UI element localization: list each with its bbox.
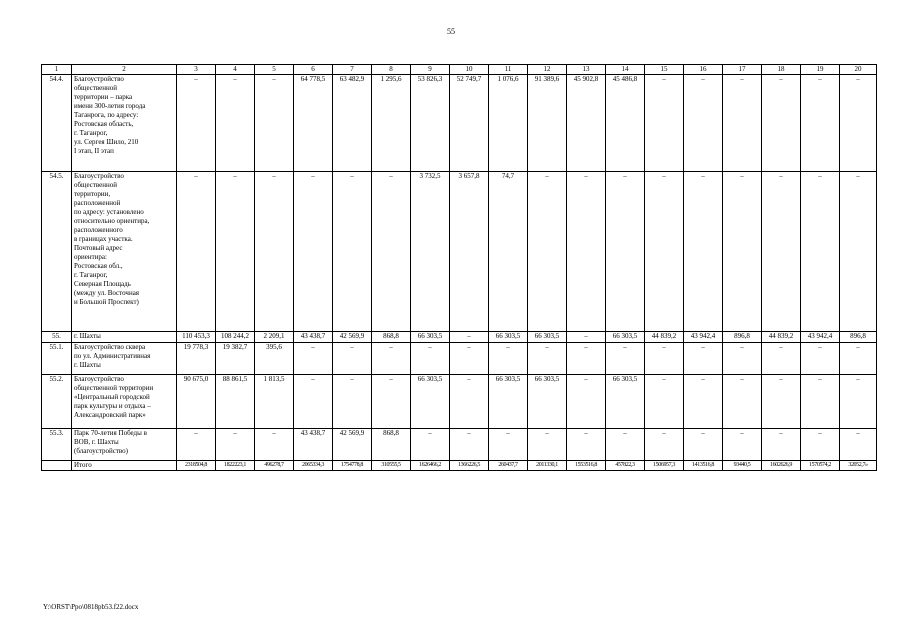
description-line: г. Таганрог, [74,129,108,137]
value-cell: – [216,172,255,332]
column-number: 6 [294,65,333,75]
description-line: Почтовый адрес [74,244,123,252]
total-id-cell [42,461,72,471]
value-cell: – [255,429,294,461]
description-line: территории, [74,190,111,198]
description-line: общественной территории [74,384,154,392]
value-cell: – [684,343,723,375]
total-value-cell: 2011330,1 [528,461,567,471]
value-cell: – [723,375,762,429]
column-number: 7 [333,65,372,75]
description-line: г. Шахты [74,332,101,340]
value-cell: 868,8 [372,332,411,343]
column-number: 10 [450,65,489,75]
value-cell: 66 303,5 [606,332,645,343]
value-cell: – [372,172,411,332]
value-cell: – [450,343,489,375]
value-cell: 19 778,3 [177,343,216,375]
description-line: ул. Сергея Шило, 210 [74,138,139,146]
value-cell: 66 303,5 [411,375,450,429]
value-cell: 88 861,5 [216,375,255,429]
column-number: 11 [489,65,528,75]
value-cell: 66 303,5 [411,332,450,343]
value-cell: – [411,429,450,461]
description-line: «Центральный городской [74,393,150,401]
description-line: (благоустройство) [74,447,129,455]
column-number: 20 [840,65,877,75]
description-line: парк культуры и отдыха – [74,402,151,410]
description-line: Благоустройство сквера [74,343,146,351]
value-cell: 66 303,5 [606,375,645,429]
total-value-cell: 93440,5 [723,461,762,471]
value-cell: – [762,75,801,172]
value-cell: – [372,343,411,375]
value-cell: 43 438,7 [294,429,333,461]
value-cell: – [762,172,801,332]
value-cell: – [450,332,489,343]
row-id: 54.4. [42,75,72,172]
value-cell: – [840,75,877,172]
value-cell: – [606,172,645,332]
column-number-row [42,65,877,75]
value-cell: – [723,75,762,172]
value-cell: – [489,429,528,461]
description-line: Таганрога, по адресу: [74,111,139,119]
value-cell: – [840,172,877,332]
value-cell: 108 244,2 [216,332,255,343]
column-number: 9 [411,65,450,75]
value-cell: – [684,375,723,429]
table-row [42,343,877,375]
row-id: 54.5. [42,172,72,332]
value-cell: – [840,343,877,375]
row-id: 55.2. [42,375,72,429]
value-cell: – [372,375,411,429]
value-cell: 896,8 [840,332,877,343]
total-value-cell: 1754778,8 [333,461,372,471]
row-id: 55.3. [42,429,72,461]
footer-file-path: Y:\ORST\Ppo\0818pb53.f22.docx [43,603,139,611]
column-number: 5 [255,65,294,75]
value-cell: 395,6 [255,343,294,375]
value-cell: – [177,172,216,332]
value-cell: – [450,429,489,461]
value-cell: – [489,343,528,375]
column-number: 18 [762,65,801,75]
value-cell: – [567,343,606,375]
value-cell: – [333,375,372,429]
total-value-cell: 1506957,3 [645,461,684,471]
value-cell: – [255,75,294,172]
description-line: Благоустройство [74,172,124,180]
description-line: расположенного [74,226,123,234]
value-cell: – [762,343,801,375]
value-cell: 44 839,2 [762,332,801,343]
total-value-cell: 2318504,8 [177,461,216,471]
description-line: ВОВ, г. Шахты [74,438,119,446]
column-number: 4 [216,65,255,75]
value-cell: 66 303,5 [528,375,567,429]
value-cell: 43 942,4 [801,332,840,343]
value-cell: 90 675,0 [177,375,216,429]
value-cell: 74,7 [489,172,528,332]
total-value-cell: 457822,3 [606,461,645,471]
column-number: 2 [72,65,177,75]
value-cell: 3 657,8 [450,172,489,332]
description-line: территории – парка [74,93,133,101]
value-cell: – [684,172,723,332]
value-cell: 42 569,9 [333,429,372,461]
description-line: и Большой Проспект) [74,298,139,306]
total-value-cell: 496278,7 [255,461,294,471]
value-cell: 66 303,5 [528,332,567,343]
value-cell: 19 382,7 [216,343,255,375]
budget-table [41,64,877,471]
value-cell: – [801,172,840,332]
value-cell: – [645,343,684,375]
row-description [72,375,177,429]
description-line: имени 300-летия города [74,102,146,110]
value-cell: 66 303,5 [489,332,528,343]
value-cell: 44 839,2 [645,332,684,343]
value-cell: – [177,429,216,461]
value-cell: – [840,429,877,461]
total-value-cell: 2065334,3 [294,461,333,471]
value-cell: 45 486,8 [606,75,645,172]
column-number: 19 [801,65,840,75]
description-line: г. Шахты [74,361,101,369]
total-value-cell: 1602626,9 [762,461,801,471]
value-cell: 53 826,3 [411,75,450,172]
value-cell: – [606,343,645,375]
total-value-cell: 1822223,1 [216,461,255,471]
value-cell: 42 569,9 [333,332,372,343]
column-number: 1 [42,65,72,75]
value-cell: – [333,343,372,375]
value-cell: 896,8 [723,332,762,343]
row-description [72,332,177,343]
total-value-cell: 1553516,8 [567,461,606,471]
description-line: Ростовская область, [74,120,134,128]
value-cell: – [762,375,801,429]
page-number: 55 [447,27,455,36]
value-cell: 64 778,5 [294,75,333,172]
value-cell: – [294,343,333,375]
value-cell: – [411,343,450,375]
value-cell: – [177,75,216,172]
value-cell: – [294,375,333,429]
value-cell: 110 453,3 [177,332,216,343]
table-row [42,375,877,429]
value-cell: – [216,429,255,461]
value-cell: 91 389,6 [528,75,567,172]
total-value-cell: 260437,7 [489,461,528,471]
description-line: (между ул. Восточная [74,289,140,297]
column-number: 12 [528,65,567,75]
value-cell: 1 295,6 [372,75,411,172]
value-cell: 52 749,7 [450,75,489,172]
description-line: г. Таганрог, [74,271,108,279]
value-cell: – [801,375,840,429]
total-value-cell: 310555,5 [372,461,411,471]
value-cell: – [450,375,489,429]
value-cell: – [528,343,567,375]
description-line: I этап, II этап [74,147,114,155]
value-cell: – [567,375,606,429]
table-row [42,332,877,343]
column-number: 3 [177,65,216,75]
value-cell: 1 076,6 [489,75,528,172]
value-cell: – [684,429,723,461]
value-cell: – [606,429,645,461]
row-description [72,75,177,172]
value-cell: – [645,429,684,461]
column-number: 8 [372,65,411,75]
value-cell: 43 942,4 [684,332,723,343]
value-cell: 3 732,5 [411,172,450,332]
total-value-cell: 1570574,2 [801,461,840,471]
value-cell: – [645,75,684,172]
value-cell: – [567,429,606,461]
description-line: по ул. Административная [74,352,151,360]
value-cell: – [567,332,606,343]
value-cell: – [216,75,255,172]
value-cell: – [567,172,606,332]
description-line: Благоустройство [74,375,124,383]
total-value-cell: 32052,7» [840,461,877,471]
value-cell: – [762,429,801,461]
column-number: 15 [645,65,684,75]
description-line: Северная Площадь [74,280,131,288]
description-line: по адресу: установлено [74,208,144,216]
total-value-cell: 1413516,8 [684,461,723,471]
description-line: общественной [74,181,118,189]
row-description [72,429,177,461]
value-cell: – [333,172,372,332]
row-id: 55. [42,332,72,343]
value-cell: – [294,172,333,332]
table-row [42,75,877,172]
description-line: Благоустройство [74,75,124,83]
table-row [42,172,877,332]
value-cell: – [723,172,762,332]
value-cell: 43 438,7 [294,332,333,343]
row-description [72,172,177,332]
description-line: в границах участка. [74,235,133,243]
table-row [42,429,877,461]
value-cell: 868,8 [372,429,411,461]
column-number: 16 [684,65,723,75]
total-value-cell: 1366226,5 [450,461,489,471]
total-row [42,461,877,471]
value-cell: – [645,375,684,429]
column-number: 14 [606,65,645,75]
description-line: относительно ориентира, [74,217,150,225]
value-cell: – [684,75,723,172]
row-id: 55.1. [42,343,72,375]
value-cell: – [801,429,840,461]
value-cell: – [528,429,567,461]
value-cell: 2 209,1 [255,332,294,343]
value-cell: – [723,343,762,375]
value-cell: – [528,172,567,332]
value-cell: – [840,375,877,429]
value-cell: – [801,343,840,375]
value-cell: – [645,172,684,332]
total-value-cell: 1626466,2 [411,461,450,471]
description-line: расположенной [74,199,121,207]
description-line: Парк 70-летия Победы в [74,429,147,437]
value-cell: – [255,172,294,332]
description-line: Александровский парк» [74,411,146,419]
column-number: 13 [567,65,606,75]
value-cell: 63 482,9 [333,75,372,172]
value-cell: – [801,75,840,172]
column-number: 17 [723,65,762,75]
description-line: общественной [74,84,118,92]
value-cell: 66 303,5 [489,375,528,429]
value-cell: – [723,429,762,461]
value-cell: 45 902,8 [567,75,606,172]
description-line: ориентира: [74,253,107,261]
row-description [72,343,177,375]
value-cell: 1 813,5 [255,375,294,429]
description-line: Ростовская обл., [74,262,123,270]
total-label: Итого [72,461,177,471]
